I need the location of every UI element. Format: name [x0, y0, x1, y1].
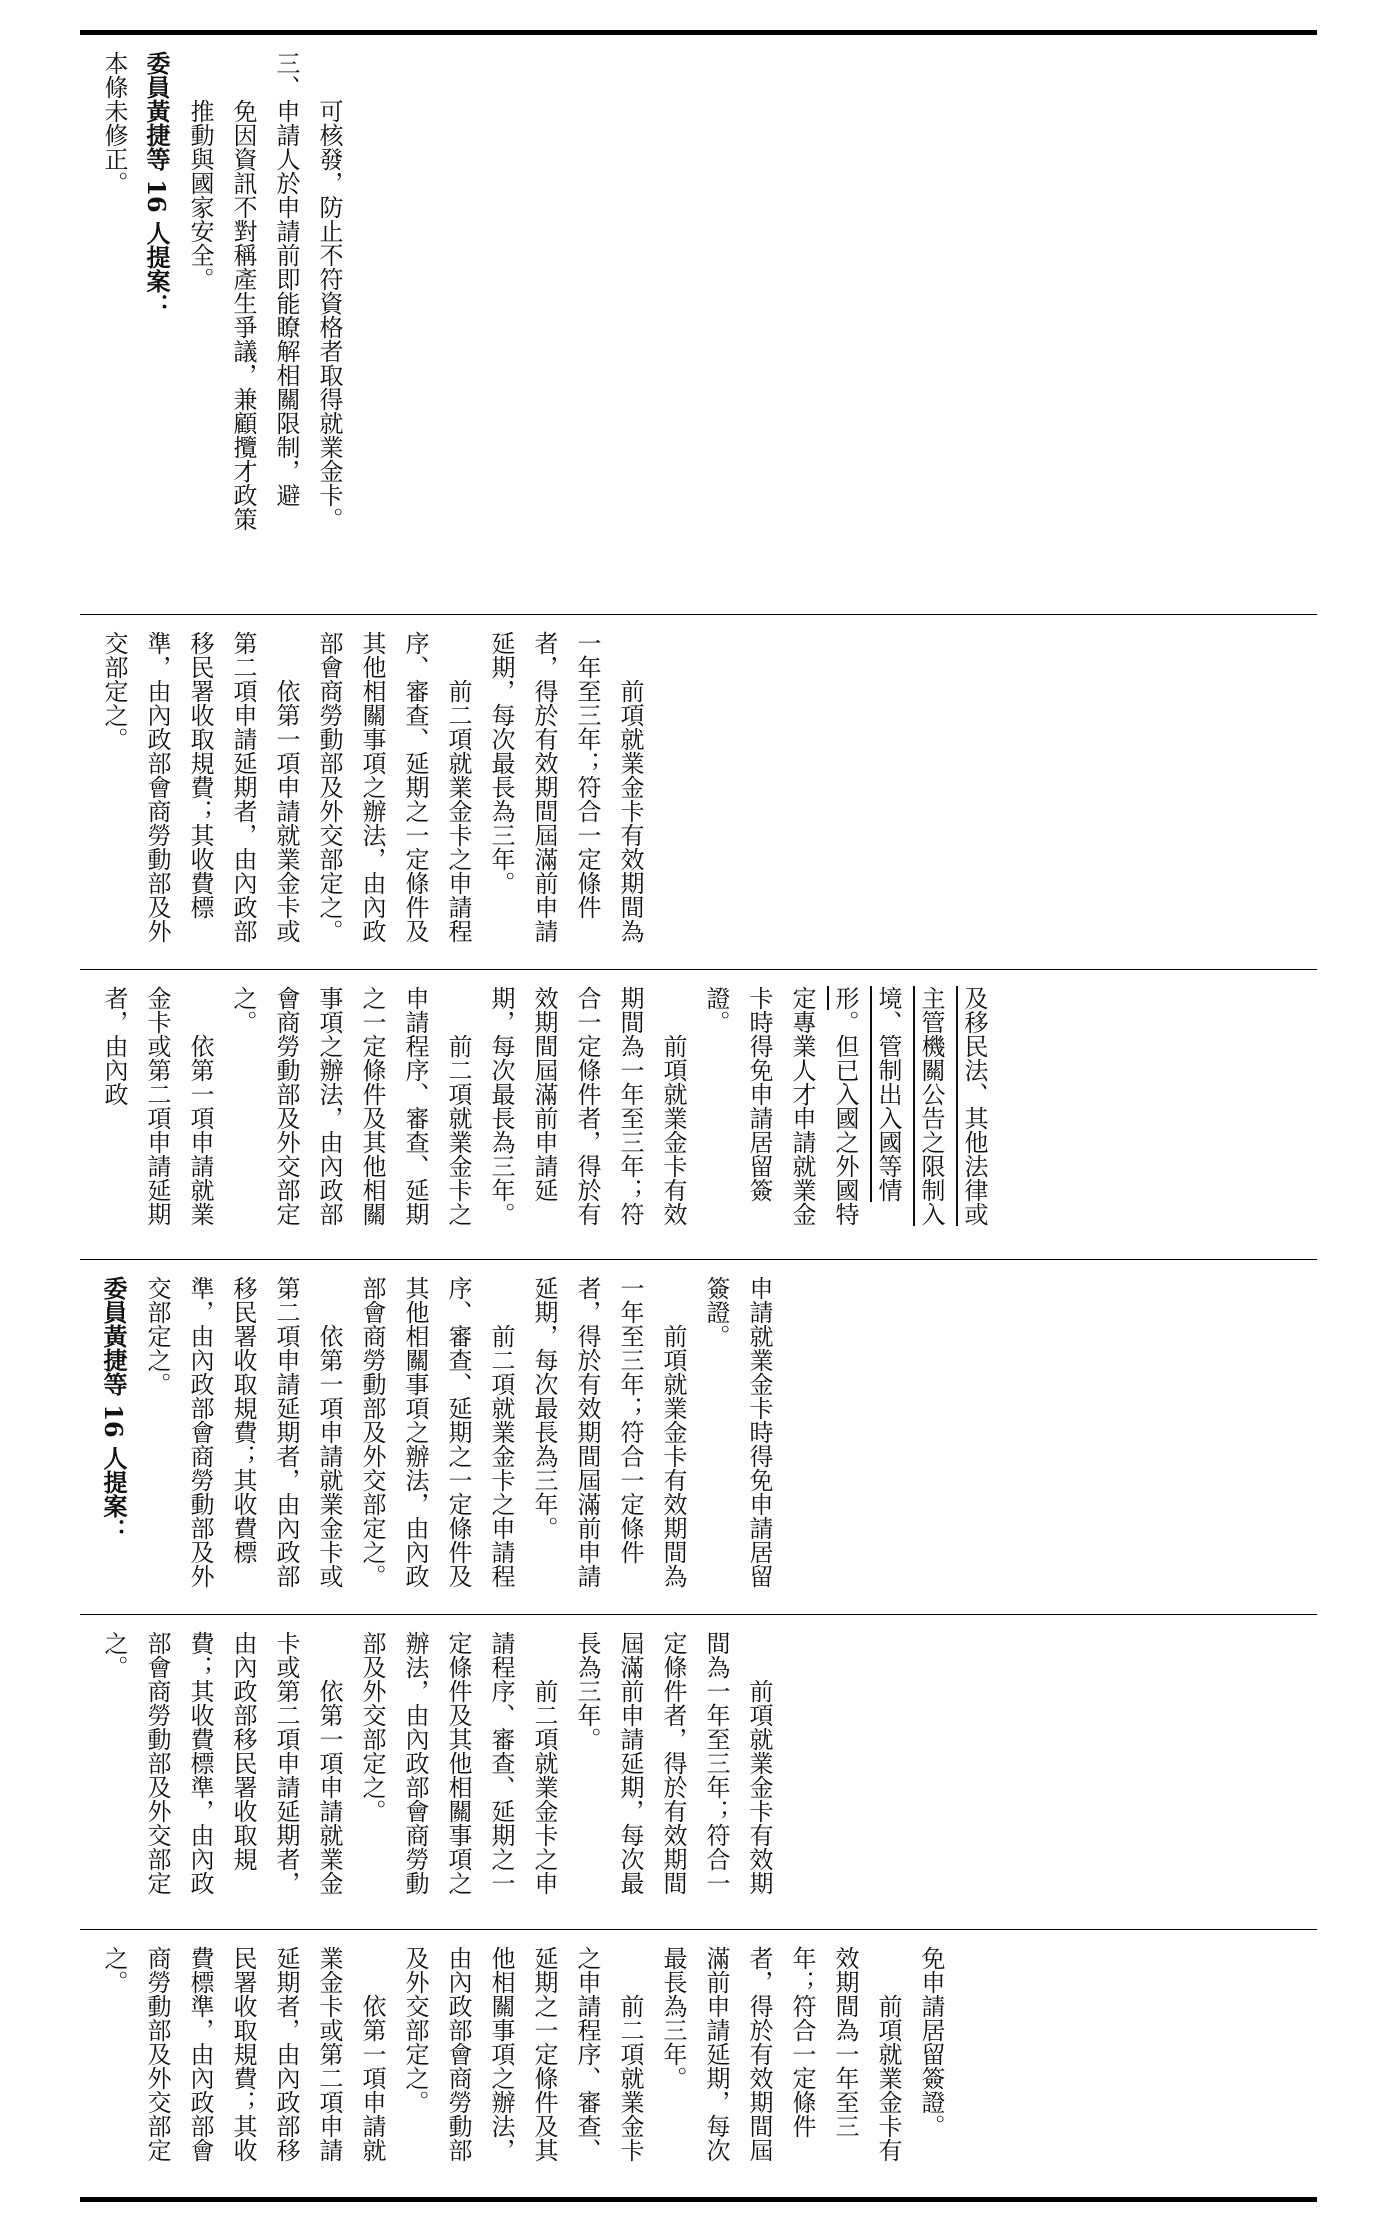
paragraph: 前項就業金卡有效期間為一年至三年；符合一定條件者，得於有效期間屆滿前申請延期，每次最長為三年。 — [530, 1276, 687, 1588]
current-law-text-3 — [80, 1930, 972, 2197]
paragraph: 前項就業金卡有效期間為一年至三年；符合一定條件者，得於有效期間屆滿前申請延期，每次最長為三年。 — [573, 1631, 773, 1895]
proposal-heading: 委員黃捷等 16 人提案： — [142, 51, 171, 318]
proposed-text-cell-2 — [80, 1615, 1317, 1930]
paragraph: 依第一項申請就業金卡或第二項申請延期者，由內政部移民署收取規費；其收費標準，由內政部會商勞動部及外交部定之。 — [100, 631, 300, 943]
explanation-line-3: 免因資訊不對稱產生爭議，兼顧攬才政策 — [229, 99, 257, 531]
amendment-underline: 國等情形 — [831, 986, 902, 1202]
paragraph: 依第一項申請就業金卡或第二項申請延期者，由內政部移民署收取規費；其收費標準，由內政部會商勞動部及外交部定之。 — [100, 1946, 386, 2162]
paragraph: 前二項就業金卡之申請程序、審查、延期之一定條件及其他相關事項之辦法，由內政部會商勞動部及外交部定之。 — [401, 1946, 644, 2162]
paragraph: 依第一項申請就業金卡或第二項申請延期者，由內政部移民署收取規費；其收費標準，由內政部會商勞動部及外交部定之。 — [100, 1631, 343, 1895]
explanation-text — [80, 35, 370, 614]
current-law-cell-2 — [80, 1260, 1317, 1615]
paragraph: 前項就業金卡有效期間為一年至三年；符合一定條件者，得於有效期間屆滿前申請延期，每次最長為三年。 — [487, 986, 687, 1226]
continued-paragraph: 申請就業金卡時得免申請居留簽證。 — [702, 1276, 773, 1588]
paragraph: 前二項就業金卡之申請程序、審查、延期之一定條件及其他相關事項之辦法，由內政部會商勞動部及外交部定之。 — [358, 1276, 515, 1588]
bottom-rule — [80, 2197, 1317, 2202]
explanation-line-4: 推動與國家安全。 — [186, 99, 214, 291]
paragraph: 前項就業金卡有效期間為一年至三年；符合一定條件者，得於有效期間屆滿前申請延期，每次最長為三年。 — [659, 1946, 902, 2162]
proposed-text — [80, 970, 1015, 1259]
proposal-heading: 委員黃捷等 16 人提案： — [99, 1276, 128, 1543]
current-law-cell-3 — [80, 1930, 1317, 2197]
paragraph: 前二項就業金卡之申請程序、審查、延期之一定條件及其他相關事項之辦法，由內政部會商勞動部及外交部定之。 — [358, 1631, 558, 1895]
paragraph: 依第一項申請就業金卡或第二項申請延期者，由內政部移民署收取規費；其收費標準，由內政部會商勞動部及外交部定之。 — [143, 1276, 343, 1588]
paragraph: 前二項就業金卡之申請程序、審查、延期之一定條件及其他相關事項之辦法，由內政部會商勞動部及外交部定之。 — [315, 631, 472, 943]
paragraph: 依第一項申請就業金卡或第二項申請延期者，由內政 — [100, 986, 214, 1226]
proposed-text-cell — [80, 970, 1317, 1260]
unamended-note: 本條未修正。 — [100, 51, 128, 195]
amended-text: 。但已入國之外國特定專業人才申請就業金卡時得免申請居留簽證。 — [702, 986, 859, 1226]
current-law-text-2 — [80, 1260, 800, 1614]
continued-paragraph: 免申請居留簽證。 — [917, 1946, 945, 2138]
current-law-cell — [80, 615, 1317, 970]
explanation-line-2: 三、申請人於申請前即能瞭解相關限制，避 — [272, 51, 300, 507]
explanation-line-1: 可核發，防止不符資格者取得就業金卡。 — [315, 99, 343, 531]
proposed-text-2 — [80, 1615, 800, 1929]
current-law-text — [80, 615, 671, 969]
amendment-underline: 限制入境、管制出入 — [874, 986, 945, 1226]
amendment-underline: 及移民法、其他法律 — [960, 986, 988, 1202]
paragraph: 前項就業金卡有效期間為一年至三年；符合一定條件者，得於有效期間屆滿前申請延期，每次最長為三年。 — [487, 631, 644, 943]
rotated-comparison-table — [80, 35, 1317, 2197]
paragraph: 前二項就業金卡之申請程序、審查、延期之一定條件及其他相關事項之辦法，由內政部會商勞動部及外交部定之。 — [229, 986, 472, 1226]
explanation-cell — [80, 35, 1317, 615]
amended-paragraph — [694, 986, 995, 1243]
amendment-underline: 或主管機關公告之 — [917, 986, 988, 1226]
